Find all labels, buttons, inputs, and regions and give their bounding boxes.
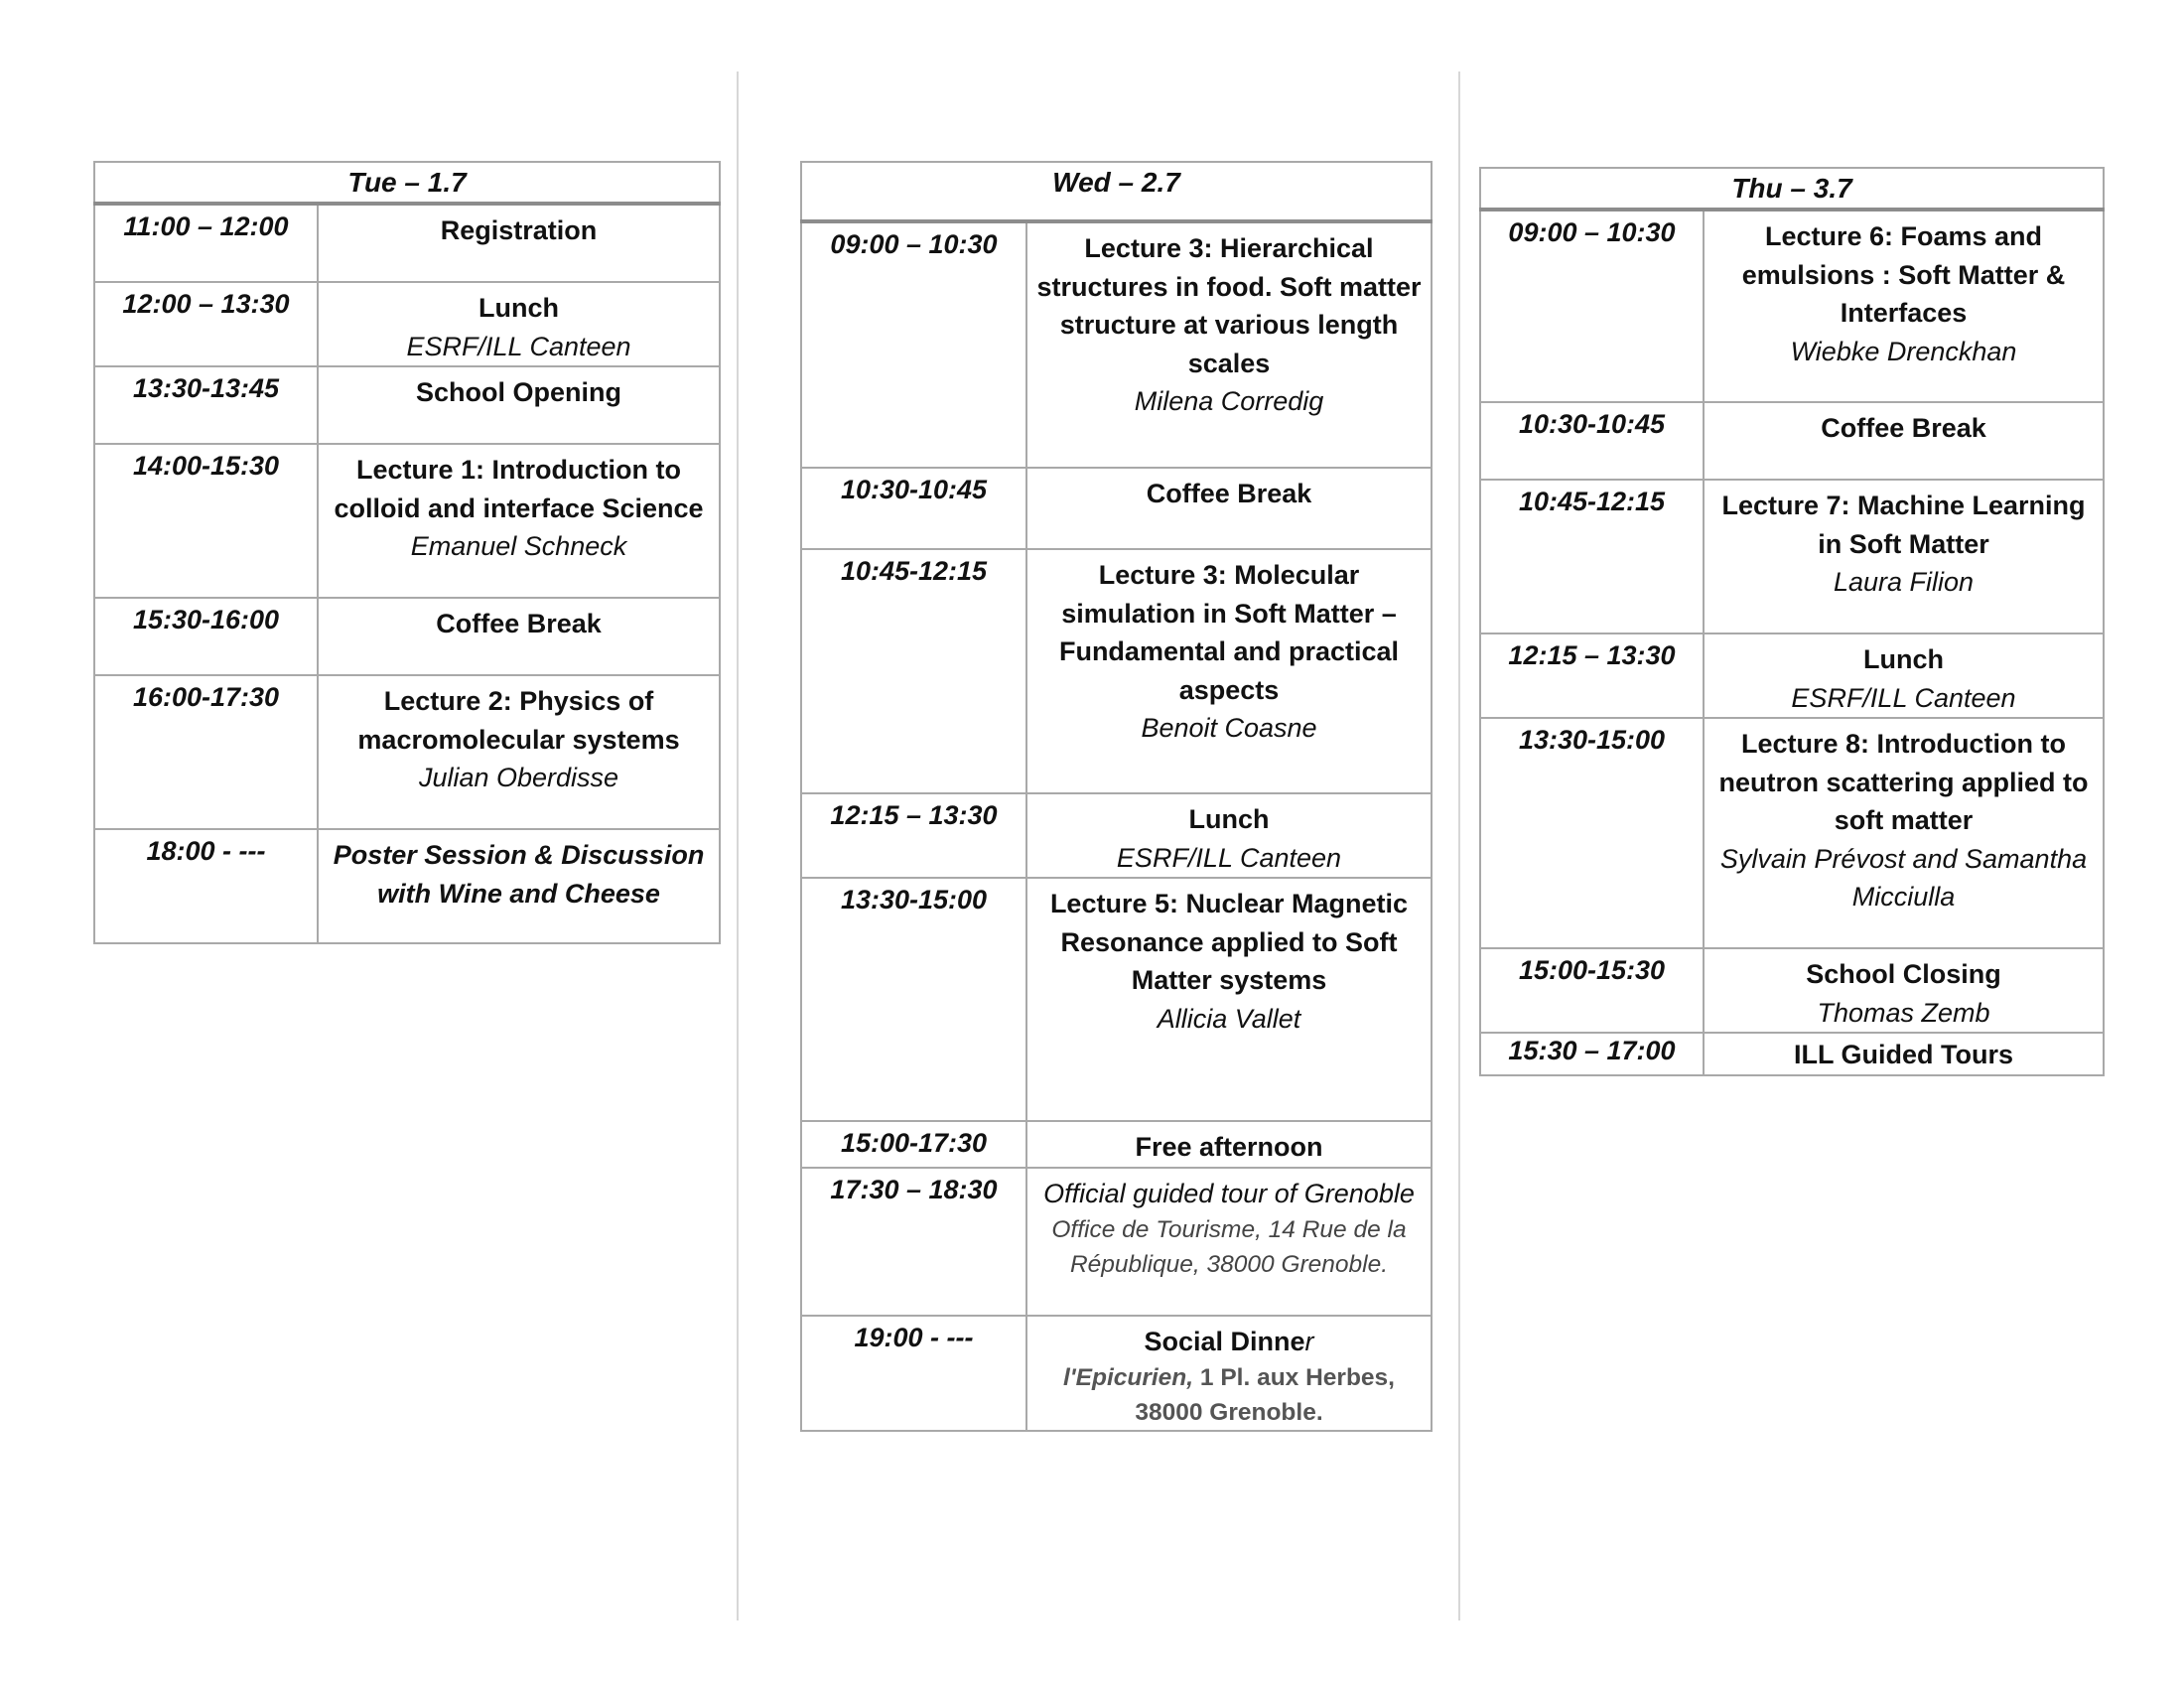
schedule-row: [1480, 718, 2104, 948]
session-time: 12:00 – 13:30: [94, 282, 318, 366]
session-title: School Opening: [416, 377, 621, 407]
session-location: ESRF/ILL Canteen: [1116, 842, 1342, 873]
schedule-tuesday: [93, 161, 721, 944]
day-header: Thu – 3.7: [1480, 168, 2104, 210]
session-title: Registration: [440, 215, 598, 245]
session-title: Coffee Break: [1821, 413, 1986, 443]
session-time: 15:00-17:30: [801, 1121, 1026, 1168]
day-header: Wed – 2.7: [801, 162, 1432, 221]
schedule-wednesday: [800, 161, 1433, 1432]
schedule-row: [94, 366, 720, 444]
session-title: [1031, 1323, 1427, 1361]
schedule-row: [1480, 402, 2104, 480]
schedule-row: [94, 598, 720, 675]
session-time: 10:45-12:15: [801, 549, 1026, 793]
session-time: 12:15 – 13:30: [801, 793, 1026, 878]
venue-address: 1 Pl. aux Herbes, 38000 Grenoble.: [1135, 1364, 1395, 1426]
schedule-row: [801, 549, 1432, 793]
session-time: 14:00-15:30: [94, 444, 318, 598]
schedule-row: [94, 444, 720, 598]
session-time: 13:30-13:45: [94, 366, 318, 444]
session-time: 17:30 – 18:30: [801, 1168, 1026, 1316]
session-title: Coffee Break: [436, 609, 602, 638]
session-time: 15:30-16:00: [94, 598, 318, 675]
session-title: Lunch: [1863, 644, 1944, 674]
session-title: Lecture 6: Foams and emulsions : Soft Matter & Interfaces: [1741, 221, 2066, 328]
schedule-row: [801, 1168, 1432, 1316]
session-speaker: Sylvain Prévost and Samantha Micciulla: [1719, 843, 2088, 912]
session-title: Poster Session & Discussion with Wine and Cheese: [333, 840, 705, 909]
session-speaker: Laura Filion: [1833, 567, 1975, 597]
schedule-row: [1480, 1033, 2104, 1075]
venue-name: l'Epicurien,: [1063, 1364, 1194, 1391]
session-time: 09:00 – 10:30: [1480, 210, 1704, 402]
schedule-row: [801, 878, 1432, 1121]
schedule-row: [801, 1316, 1432, 1432]
day-header: Tue – 1.7: [94, 162, 720, 204]
schedule-row: [94, 282, 720, 366]
fold-line-left: [737, 71, 739, 1620]
schedule-row: [1480, 948, 2104, 1033]
session-time: 09:00 – 10:30: [801, 221, 1026, 468]
session-time: 10:45-12:15: [1480, 480, 1704, 633]
schedule-row: [94, 204, 720, 282]
session-time: 15:30 – 17:00: [1480, 1033, 1704, 1075]
session-title: Lecture 3: Hierarchical structures in food. Soft matter structure at various length scales: [1036, 233, 1422, 378]
session-title: Lecture 7: Machine Learning in Soft Matter: [1721, 491, 2086, 559]
schedule-thursday: [1479, 167, 2105, 1076]
session-speaker: Benoit Coasne: [1141, 713, 1317, 743]
session-title: Coffee Break: [1146, 479, 1312, 508]
schedule-row: [801, 221, 1432, 468]
schedule-row: [801, 1121, 1432, 1168]
schedule-row: [94, 829, 720, 943]
session-speaker: Julian Oberdisse: [418, 763, 619, 792]
session-time: 13:30-15:00: [801, 878, 1026, 1121]
session-title: Lunch: [478, 293, 559, 323]
schedule-row: [1480, 480, 2104, 633]
schedule-row: [1480, 633, 2104, 718]
session-location: ESRF/ILL Canteen: [406, 331, 631, 361]
schedule-row: [801, 793, 1432, 878]
session-speaker: Emanuel Schneck: [410, 531, 627, 561]
session-time: 15:00-15:30: [1480, 948, 1704, 1033]
session-time: 16:00-17:30: [94, 675, 318, 829]
session-title-last-letter: r: [1304, 1326, 1314, 1356]
session-address: Office de Tourisme, 14 Rue de la République, 38000 Grenoble.: [1051, 1216, 1407, 1278]
session-time: 10:30-10:45: [801, 468, 1026, 549]
session-time: 11:00 – 12:00: [94, 204, 318, 282]
session-title: Official guided tour of Grenoble: [1043, 1178, 1415, 1208]
session-speaker: Milena Corredig: [1134, 386, 1324, 416]
session-speaker: Wiebke Drenckhan: [1790, 336, 2017, 366]
fold-line-right: [1458, 71, 1460, 1620]
schedule-row: [1480, 210, 2104, 402]
session-time: 18:00 - ---: [94, 829, 318, 943]
session-title: Free afternoon: [1135, 1132, 1323, 1162]
session-title: Lunch: [1188, 804, 1270, 834]
session-speaker: Allicia Vallet: [1157, 1003, 1301, 1034]
session-time: 10:30-10:45: [1480, 402, 1704, 480]
schedule-row: [94, 675, 720, 829]
session-location: ESRF/ILL Canteen: [1791, 682, 2016, 713]
session-title: Lecture 5: Nuclear Magnetic Resonance applied to Soft Matter systems: [1049, 889, 1409, 995]
session-title: Lecture 2: Physics of macromolecular systems: [357, 686, 680, 755]
session-title: Lecture 8: Introduction to neutron scattering applied to soft matter: [1718, 729, 2089, 835]
schedule-row: [801, 468, 1432, 549]
session-title: School Closing: [1806, 959, 2001, 989]
session-title: Lecture 3: Molecular simulation in Soft Matter – Fundamental and practical aspects: [1058, 560, 1400, 705]
session-venue: [1031, 1360, 1427, 1430]
session-title: ILL Guided Tours: [1794, 1040, 2013, 1069]
session-title: Lecture 1: Introduction to colloid and interface Science: [334, 455, 704, 523]
session-time: 12:15 – 13:30: [1480, 633, 1704, 718]
session-time: 19:00 - ---: [801, 1316, 1026, 1432]
session-speaker: Thomas Zemb: [1817, 997, 1990, 1028]
session-title-main: Social Dinne: [1144, 1326, 1305, 1356]
session-time: 13:30-15:00: [1480, 718, 1704, 948]
